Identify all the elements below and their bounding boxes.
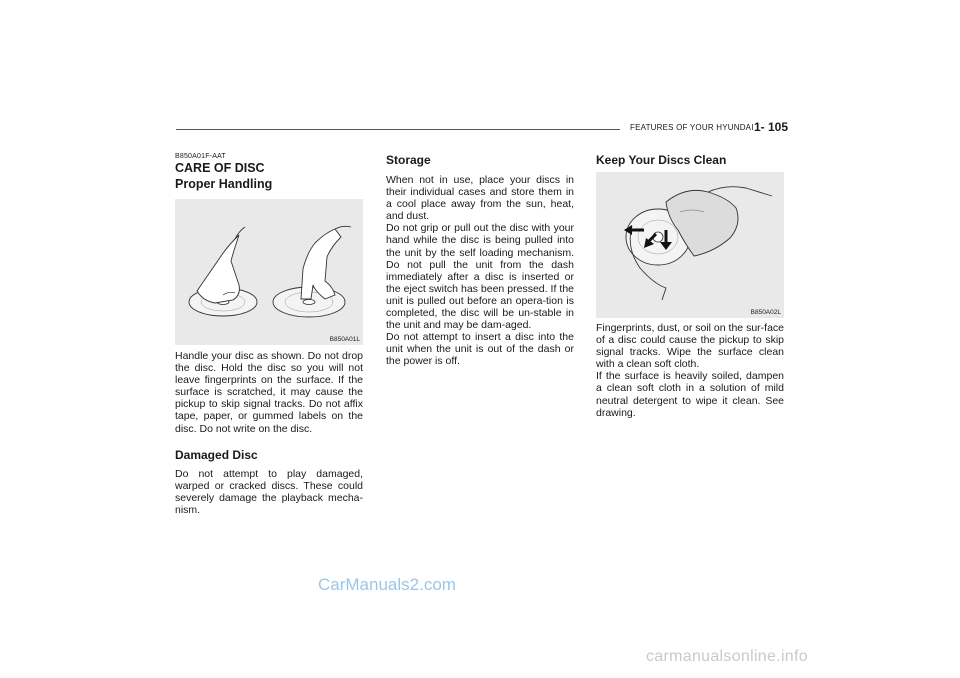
subtitle-proper-handling: Proper Handling: [175, 177, 273, 191]
section-code: B850A01F-AAT: [175, 153, 226, 160]
page-title: CARE OF DISC: [175, 161, 265, 175]
storage-paragraph: Do not attempt to insert a disc into the unit when the unit is out of the dash or the power is off.: [386, 331, 574, 368]
storage-paragraph: Do not grip or pull out the disc with your hand while the disc is being pulled into the unit by the self loading mechanism. Do not pull the unit from the dash immediately after a disc is inserted or the eject switch has been pressed. If the unit is pulled out before an opera-tion is completed, the disc will be un-stable in the unit and may be dam-aged.: [386, 222, 574, 332]
section-title: FEATURES OF YOUR HYUNDAI: [630, 123, 754, 132]
figure-label: B850A02L: [750, 309, 781, 316]
damaged-disc-text: Do not attempt to play damaged, warped or cracked discs. These could severely damage the playback mecha-nism.: [175, 467, 363, 516]
watermark-carmanuals2[interactable]: CarManuals2.com: [318, 575, 456, 594]
column-keep-clean: [596, 153, 784, 419]
handling-text: Handle your disc as shown. Do not drop the disc. Hold the disc so you will not leave fingerprints on the surface. If the surface is scratched, it may cause the pickup to skip signal tracks. Do not affix tape, paper, or gummed labels on the disc. Do not write on the disc.: [175, 350, 363, 435]
column-care-of-disc: [175, 153, 363, 516]
storage-paragraph: When not in use, place your discs in their individual cases and store them in a cool place away from the sun, heat, and dust.: [386, 174, 574, 223]
clean-paragraph: Fingerprints, dust, or soil on the sur-face of a disc could cause the pickup to skip signal tracks. Wipe the surface clean with a clean soft cloth.: [596, 322, 784, 371]
storage-heading: Storage: [386, 153, 431, 167]
watermark-carmanualsonline[interactable]: carmanualsonline.info: [646, 648, 808, 665]
figure-disc-handling: [175, 199, 363, 345]
figure-disc-cleaning: [596, 172, 784, 318]
figure-label: B850A01L: [329, 336, 360, 343]
disc-cleaning-illustration: [596, 172, 784, 318]
column-storage: [386, 153, 574, 368]
keep-clean-heading: Keep Your Discs Clean: [596, 153, 727, 167]
damaged-disc-heading: Damaged Disc: [175, 447, 258, 462]
header-rule: [176, 129, 620, 130]
clean-paragraph: If the surface is heavily soiled, dampen a clean soft cloth in a solution of mild neutral detergent to wipe it clean. See drawing.: [596, 370, 784, 419]
page-number: 1- 105: [754, 120, 789, 134]
disc-handling-illustration: [175, 199, 363, 345]
